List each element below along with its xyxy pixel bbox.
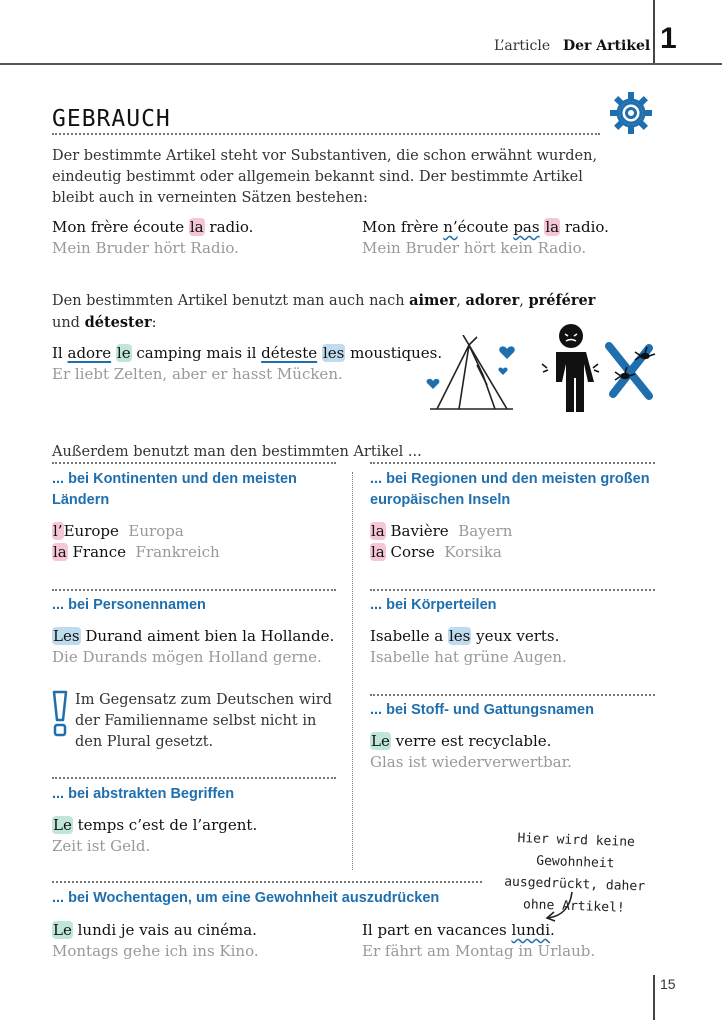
tent-icon xyxy=(425,335,520,415)
divider xyxy=(370,462,655,464)
heading-abstract: ... bei abstrakten Begriffen xyxy=(52,786,235,802)
arrow-icon xyxy=(540,890,580,924)
example-no-habit-fr: Il part en vacances lundi. xyxy=(362,921,555,939)
warning-icon xyxy=(50,690,70,738)
example-material-fr: Le verre est recyclable. xyxy=(371,732,552,750)
divider xyxy=(52,462,336,464)
divider xyxy=(52,589,336,591)
example-names-de: Die Durands mögen Holland gerne. xyxy=(52,648,322,666)
header-divider xyxy=(653,0,655,63)
intro-text: Der bestimmte Artikel steht vor Substantiven, die schon erwähnt wurden, eindeutig bestimmt oder allgemein bekannt sind. Der bestimmte Artikel bleibt auch in verneinten Sätzen bestehen: xyxy=(52,148,598,206)
heading-names: ... bei Personennamen xyxy=(52,597,206,613)
article-highlight: la xyxy=(189,218,204,236)
page-number: 15 xyxy=(660,976,676,992)
example-weekday-de: Montags gehe ich ins Kino. xyxy=(52,942,259,960)
example-bavaria: la Bavière Bayern xyxy=(371,522,513,540)
heading-weekdays: ... bei Wochentagen, um eine Gewohnheit auszudrücken xyxy=(52,890,440,906)
example-fr-negation: Mon frère n’écoute pas la radio. xyxy=(362,218,609,236)
title-underline xyxy=(52,133,600,135)
example-de: Mein Bruder hört Radio. xyxy=(52,239,239,257)
example-de-verbs: Er liebt Zelten, aber er hasst Mücken. xyxy=(52,365,343,383)
article-highlight: la xyxy=(545,218,560,236)
crossed-mosquito-icon xyxy=(605,342,657,400)
example-abstract-fr: Le temps c’est de l’argent. xyxy=(53,816,258,834)
handwritten-note: Hier wird keine Gewohnheit ausgedrückt, daher ohne Artikel! xyxy=(503,830,646,916)
divider xyxy=(52,777,336,779)
person-icon xyxy=(540,322,602,414)
example-material-de: Glas ist wiederverwertbar. xyxy=(370,753,572,771)
heading-material: ... bei Stoff- und Gattungsnamen xyxy=(370,702,594,718)
article-highlight: les xyxy=(322,344,345,362)
example-no-habit-de: Er fährt am Montag in Urlaub. xyxy=(362,942,596,960)
chapter-number: 1 xyxy=(660,22,677,55)
heading-body-parts: ... bei Körperteilen xyxy=(370,597,497,613)
example-names-fr: Les Durand aiment bien la Hollande. xyxy=(53,627,335,645)
heading-regions: ... bei Regionen und den meisten großen europäischen Inseln xyxy=(370,471,650,508)
example-fr: Mon frère écoute la radio. xyxy=(52,218,254,236)
warning-text: Im Gegensatz zum Deutschen wird der Familienname selbst nicht in den Plural gesetzt. xyxy=(75,692,333,750)
example-de-negation: Mein Bruder hört kein Radio. xyxy=(362,239,587,257)
example-europe: l’Europe Europa xyxy=(53,522,184,540)
article-highlight: le xyxy=(116,344,131,362)
gear-icon xyxy=(606,88,656,138)
column-divider xyxy=(352,472,353,870)
divider xyxy=(52,881,482,883)
header-title-de: Der Artikel xyxy=(563,38,651,54)
header-title-fr: L’article xyxy=(494,38,551,54)
heading-continents: ... bei Kontinenten und den meisten Ländern xyxy=(52,471,297,508)
example-france: la France Frankreich xyxy=(53,543,220,561)
divider xyxy=(370,694,655,696)
example-fr-verbs: Il adore le camping mais il déteste les moustiques. xyxy=(52,344,443,362)
example-body-fr: Isabelle a les yeux verts. xyxy=(370,627,560,645)
example-body-de: Isabelle hat grüne Augen. xyxy=(370,648,567,666)
footer-divider xyxy=(653,975,655,1020)
divider xyxy=(370,589,655,591)
also-text: Außerdem benutzt man den bestimmten Artikel ... xyxy=(52,444,422,460)
example-abstract-de: Zeit ist Geld. xyxy=(52,837,151,855)
header-rule xyxy=(0,63,722,65)
example-corsica: la Corse Korsika xyxy=(371,543,502,561)
section-title: GEBRAUCH xyxy=(52,106,171,132)
verbs-text: Den bestimmten Artikel benutzt man auch nach aimer, adorer, préférer und détester: xyxy=(52,292,596,331)
example-weekday-fr: Le lundi je vais au cinéma. xyxy=(53,921,257,939)
